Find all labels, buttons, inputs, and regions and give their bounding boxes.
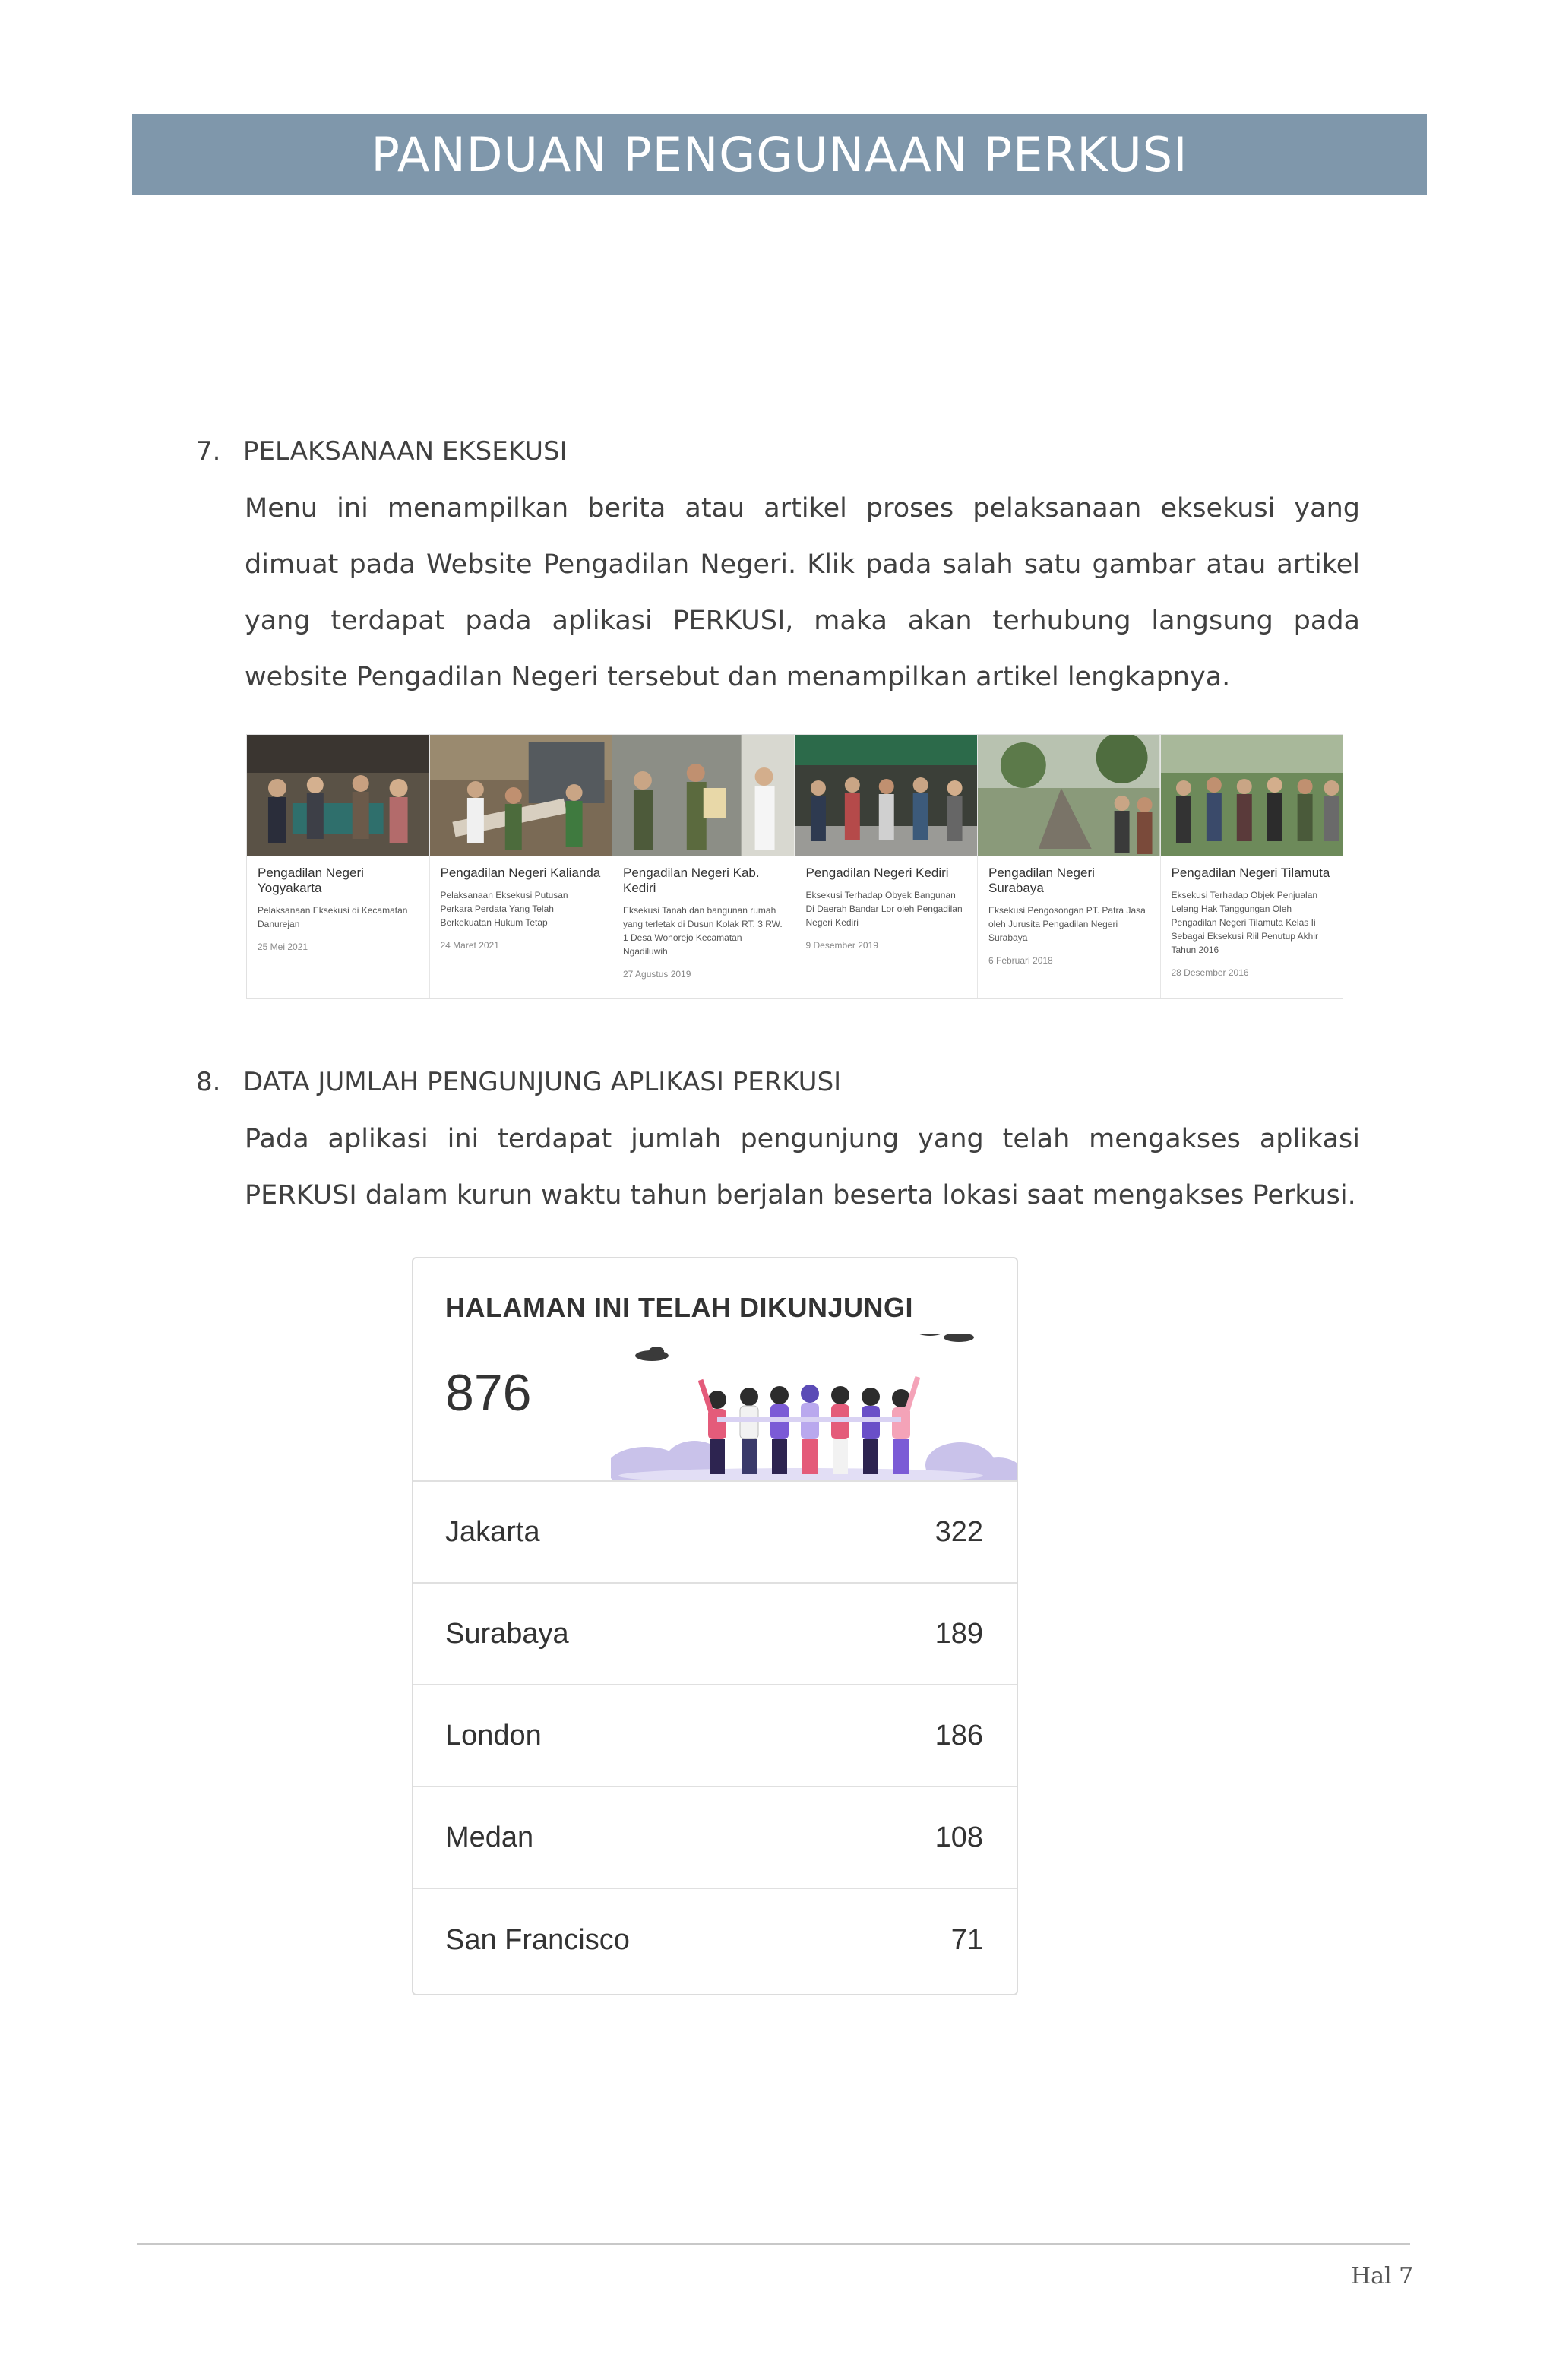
news-photo[interactable]	[978, 735, 1160, 856]
city-count: 108	[935, 1821, 983, 1853]
news-description: Pelaksanaan Eksekusi Putusan Perkara Perdata Yang Telah Berkekuatan Hukum Tetap	[440, 890, 568, 928]
city-name: Jakarta	[445, 1515, 540, 1548]
section-8-number: 8.	[196, 1067, 221, 1097]
section-7-heading	[196, 436, 568, 467]
news-date: 28 Desember 2016	[1171, 967, 1249, 978]
city-count: 71	[950, 1923, 983, 1956]
news-description: Eksekusi Pengosongan PT. Patra Jasa oleh Jurusita Pengadilan Negeri Surabaya	[988, 905, 1146, 943]
city-count: 189	[935, 1617, 983, 1650]
news-date: 9 Desember 2019	[805, 940, 878, 951]
news-date: 6 Februari 2018	[988, 955, 1053, 966]
news-court: Pengadilan Negeri Surabaya	[988, 866, 1095, 895]
page-number: Hal 7	[1351, 2263, 1414, 2290]
news-card[interactable]	[612, 735, 795, 998]
news-court: Pengadilan Negeri Kediri	[805, 866, 949, 880]
news-photo[interactable]	[795, 735, 978, 856]
section-7-number: 7.	[196, 436, 221, 467]
news-description: Eksekusi Tanah dan bangunan rumah yang terletak di Dusun Kolak RT. 3 RW. 1 Desa Wonorejo Kecamatan Ngadiluwih	[623, 905, 783, 957]
news-description: Eksekusi Terhadap Obyek Bangunan Di Daerah Bandar Lor oleh Pengadilan Negeri Kediri	[805, 890, 963, 928]
visitor-counter-widget	[412, 1257, 1018, 1995]
visitor-summary	[413, 1258, 1017, 1482]
news-description: Pelaksanaan Eksekusi di Kecamatan Danurejan	[258, 905, 408, 929]
news-date: 27 Agustus 2019	[623, 969, 691, 980]
crowd-illustration-icon	[611, 1334, 1018, 1480]
city-name: San Francisco	[445, 1923, 630, 1956]
news-photo[interactable]	[430, 735, 612, 856]
section-8-title: DATA JUMLAH PENGUNJUNG APLIKASI PERKUSI	[243, 1067, 842, 1097]
city-name: Medan	[445, 1821, 534, 1853]
news-card[interactable]	[795, 735, 979, 998]
news-date: 25 Mei 2021	[258, 942, 308, 952]
news-strip	[246, 734, 1343, 999]
news-court: Pengadilan Negeri Kalianda	[440, 866, 601, 880]
city-row	[413, 1584, 1017, 1685]
section-8-heading	[196, 1067, 841, 1097]
news-date: 24 Maret 2021	[440, 940, 499, 951]
city-row	[413, 1889, 1017, 1991]
city-name: Surabaya	[445, 1617, 569, 1650]
section-7-title: PELAKSANAAN EKSEKUSI	[243, 436, 568, 467]
news-card[interactable]	[1161, 735, 1343, 998]
news-court: Pengadilan Negeri Tilamuta	[1171, 866, 1330, 880]
news-photo[interactable]	[247, 735, 429, 856]
city-count: 186	[935, 1719, 983, 1752]
city-row	[413, 1685, 1017, 1787]
section-7-paragraph: Menu ini menampilkan berita atau artikel proses pelaksanaan eksekusi yang dimuat pada Website Pengadilan Negeri. Klik pada salah satu gambar atau artikel yang terdapat pada aplikasi PERKUSI, maka akan terhubung langsung pada website Pengadilan Negeri tersebut dan menampilkan artikel lengkapnya.	[245, 493, 1360, 692]
news-photo[interactable]	[1161, 735, 1343, 856]
city-count: 322	[935, 1515, 983, 1548]
visitor-total-count: 876	[445, 1364, 532, 1422]
document-title: PANDUAN PENGGUNAAN PERKUSI	[371, 126, 1188, 182]
news-description: Eksekusi Terhadap Objek Penjualan Lelang Hak Tanggungan Oleh Pengadilan Negeri Tilamuta Kelas Ii Sebagai Eksekusi Riil Penutup Akhir Tahun 2016	[1171, 890, 1318, 955]
city-row	[413, 1482, 1017, 1584]
visitor-title: HALAMAN INI TELAH DIKUNJUNGI	[445, 1292, 913, 1323]
news-photo[interactable]	[612, 735, 795, 856]
news-card[interactable]	[247, 735, 430, 998]
footer-divider	[137, 2243, 1410, 2245]
city-name: London	[445, 1719, 542, 1752]
news-card[interactable]	[430, 735, 613, 998]
news-court: Pengadilan Negeri Yogyakarta	[258, 866, 364, 895]
section-8-paragraph: Pada aplikasi ini terdapat jumlah pengunjung yang telah mengakses aplikasi PERKUSI dalam kurun waktu tahun berjalan beserta lokasi saat mengakses Perkusi.	[245, 1124, 1360, 1211]
document-header	[132, 114, 1427, 195]
city-row	[413, 1787, 1017, 1889]
news-court: Pengadilan Negeri Kab. Kediri	[623, 866, 760, 895]
news-card[interactable]	[978, 735, 1161, 998]
